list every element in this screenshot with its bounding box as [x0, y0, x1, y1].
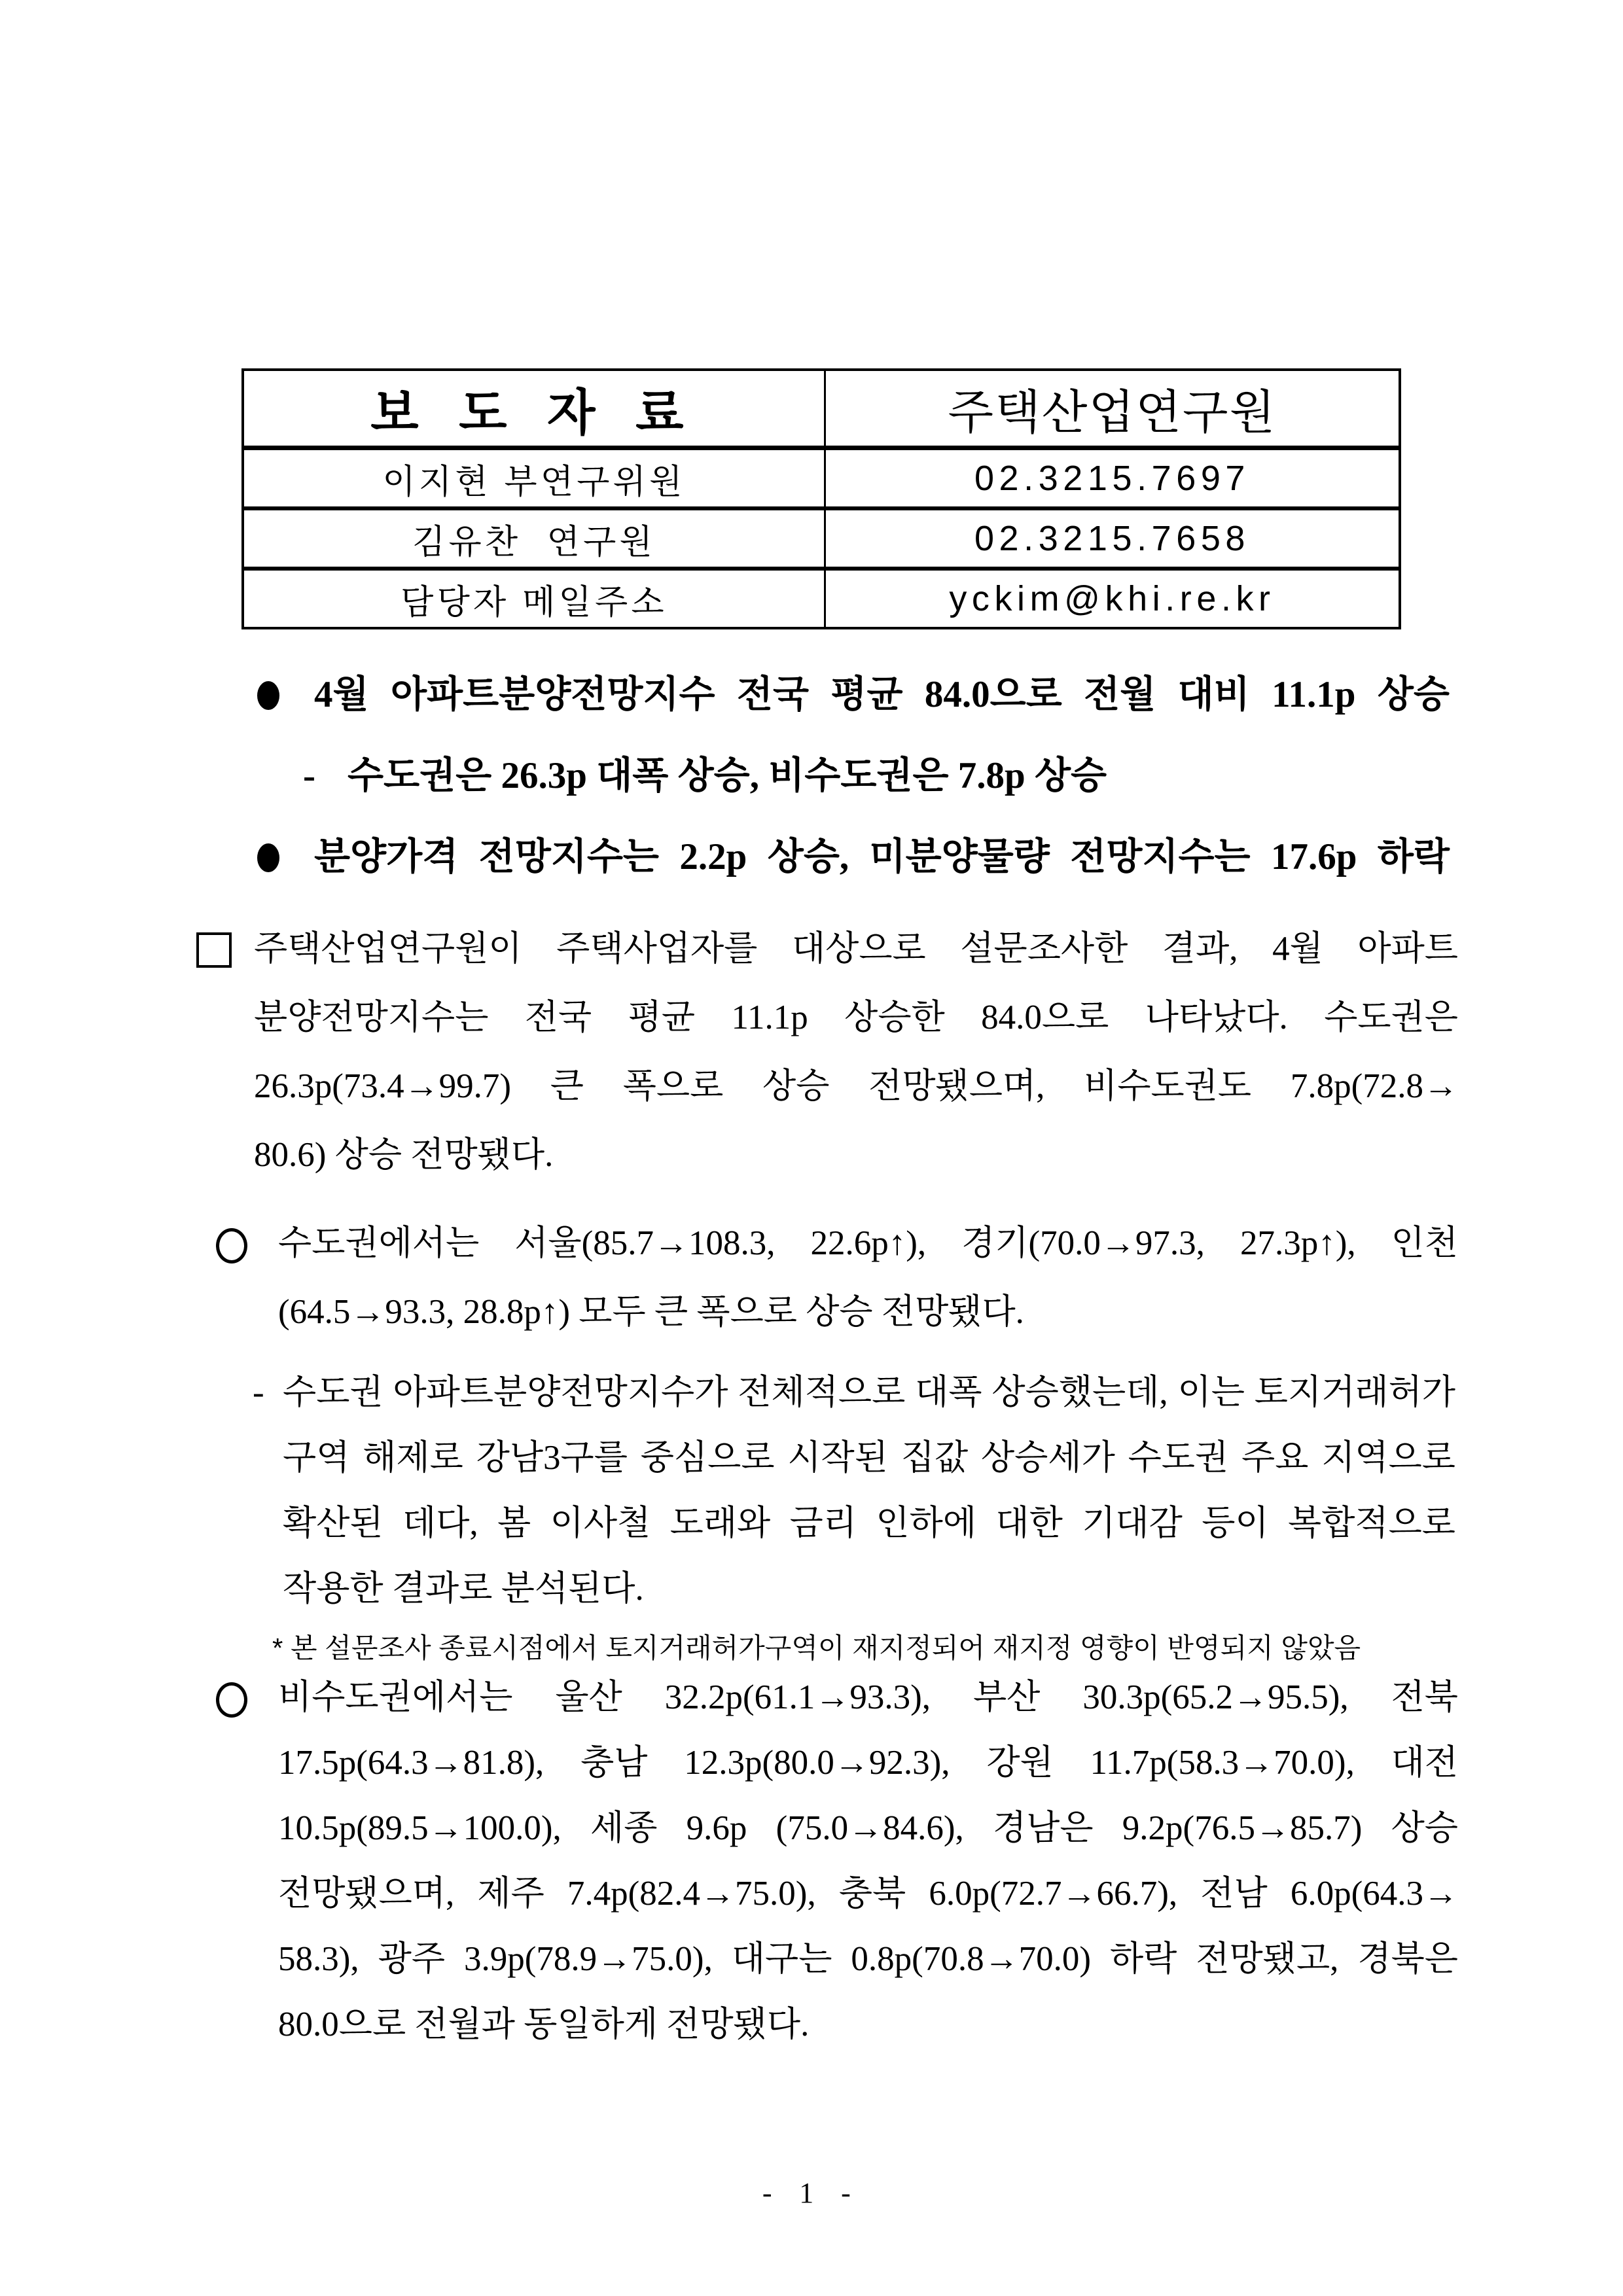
paragraph-analysis [0, 1360, 1455, 1669]
body-line: 분양전망지수는 전국 평균 11.1p 상승한 84.0으로 나타났다. 수도권은 [254, 998, 1458, 1036]
contact-person-1: 이지현 부연구위원 [243, 448, 825, 509]
body-line: 비수도권에서는 울산 32.2p(61.1→93.3), 부산 30.3p(65.2→95.5), 전북 [278, 1678, 1458, 1716]
highlight-text-2: 분양가격 전망지수는 2.2p 상승, 미분양물량 전망지수는 17.6p 하락 [314, 836, 1450, 877]
body-line: 10.5p(89.5→100.0), 세종 9.6p (75.0→84.6), 경남은 9.2p(76.5→85.7) 상승 [278, 1809, 1458, 1847]
press-release-title: 보 도 자 료 [243, 370, 825, 448]
body-line: 26.3p(73.4→99.7) 큰 폭으로 상승 전망됐으며, 비수도권도 7.8p(72.8→ [254, 1067, 1458, 1105]
hollow-square-marker-icon [196, 932, 232, 968]
body-line: 80.0으로 전월과 동일하게 전망됐다. [278, 2005, 810, 2043]
table-row [243, 448, 1400, 509]
body-line: 주택산업연구원이 주택사업자를 대상으로 설문조사한 결과, 4월 아파트 [254, 930, 1458, 968]
body-line: 확산된 데다, 봄 이사철 도래와 금리 인하에 대한 기대감 등이 복합적으로 [283, 1504, 1455, 1542]
paragraph-noncapital-region [0, 1665, 1458, 2057]
filled-circle-bullet-icon [257, 843, 279, 872]
body-line: 수도권 아파트분양전망지수가 전체적으로 대폭 상승했는데, 이는 토지거래허가 [283, 1373, 1455, 1411]
hollow-circle-marker-icon [216, 1682, 247, 1718]
table-row [243, 508, 1400, 569]
organization-name: 주택산업연구원 [825, 370, 1400, 448]
contact-person-2: 김유찬 연구원 [243, 508, 825, 569]
highlight-text-1: 4월 아파트분양전망지수 전국 평균 84.0으로 전월 대비 11.1p 상승 [314, 674, 1450, 715]
footnote: * 본 설문조사 종료시점에서 토지거래허가구역이 재지정되어 재지정 영향이 반영되지 않았음 [272, 1633, 1361, 1663]
highlight-sub-bullet [0, 735, 1450, 817]
body-line: 전망됐으며, 제주 7.4p(82.4→75.0), 충북 6.0p(72.7→66.7), 전남 6.0p(64.3→ [278, 1875, 1458, 1913]
table-row [243, 569, 1400, 628]
dash-bullet-icon: - [303, 755, 315, 796]
contact-phone-2: 02.3215.7658 [825, 508, 1400, 569]
contact-table [241, 368, 1401, 629]
highlight-section [0, 654, 1450, 898]
contact-email-label: 담당자 메일주소 [243, 569, 825, 628]
body-line: 58.3), 광주 3.9p(78.9→75.0), 대구는 0.8p(70.8→70.0) 하락 전망됐고, 경북은 [278, 1940, 1458, 1978]
hollow-circle-marker-icon [216, 1228, 247, 1263]
paragraph-capital-region [0, 1209, 1458, 1347]
dash-marker-icon: - [253, 1373, 264, 1411]
filled-circle-bullet-icon [257, 681, 279, 710]
contact-phone-1: 02.3215.7697 [825, 448, 1400, 509]
highlight-bullet-2 [0, 817, 1450, 898]
body-line: (64.5→93.3, 28.8p↑) 모두 큰 폭으로 상승 전망됐다. [278, 1293, 1024, 1331]
body-line: 작용한 결과로 분석된다. [283, 1570, 644, 1608]
page-number: - 1 - [762, 2177, 861, 2209]
body-line: 수도권에서는 서울(85.7→108.3, 22.6p↑), 경기(70.0→97.3, 27.3p↑), 인천 [278, 1224, 1458, 1262]
paragraph-national-summary [0, 915, 1458, 1190]
body-line: 80.6) 상승 전망됐다. [254, 1136, 554, 1174]
highlight-bullet-1 [0, 654, 1450, 735]
highlight-sub-text: 수도권은 26.3p 대폭 상승, 비수도권은 7.8p 상승 [348, 755, 1107, 796]
body-line: 구역 해제로 강남3구를 중심으로 시작된 집값 상승세가 수도권 주요 지역으로 [283, 1439, 1455, 1477]
contact-email: yckim@khi.re.kr [825, 569, 1400, 628]
table-header-row [243, 370, 1400, 448]
body-line: 17.5p(64.3→81.8), 충남 12.3p(80.0→92.3), 강원 11.7p(58.3→70.0), 대전 [278, 1744, 1458, 1782]
